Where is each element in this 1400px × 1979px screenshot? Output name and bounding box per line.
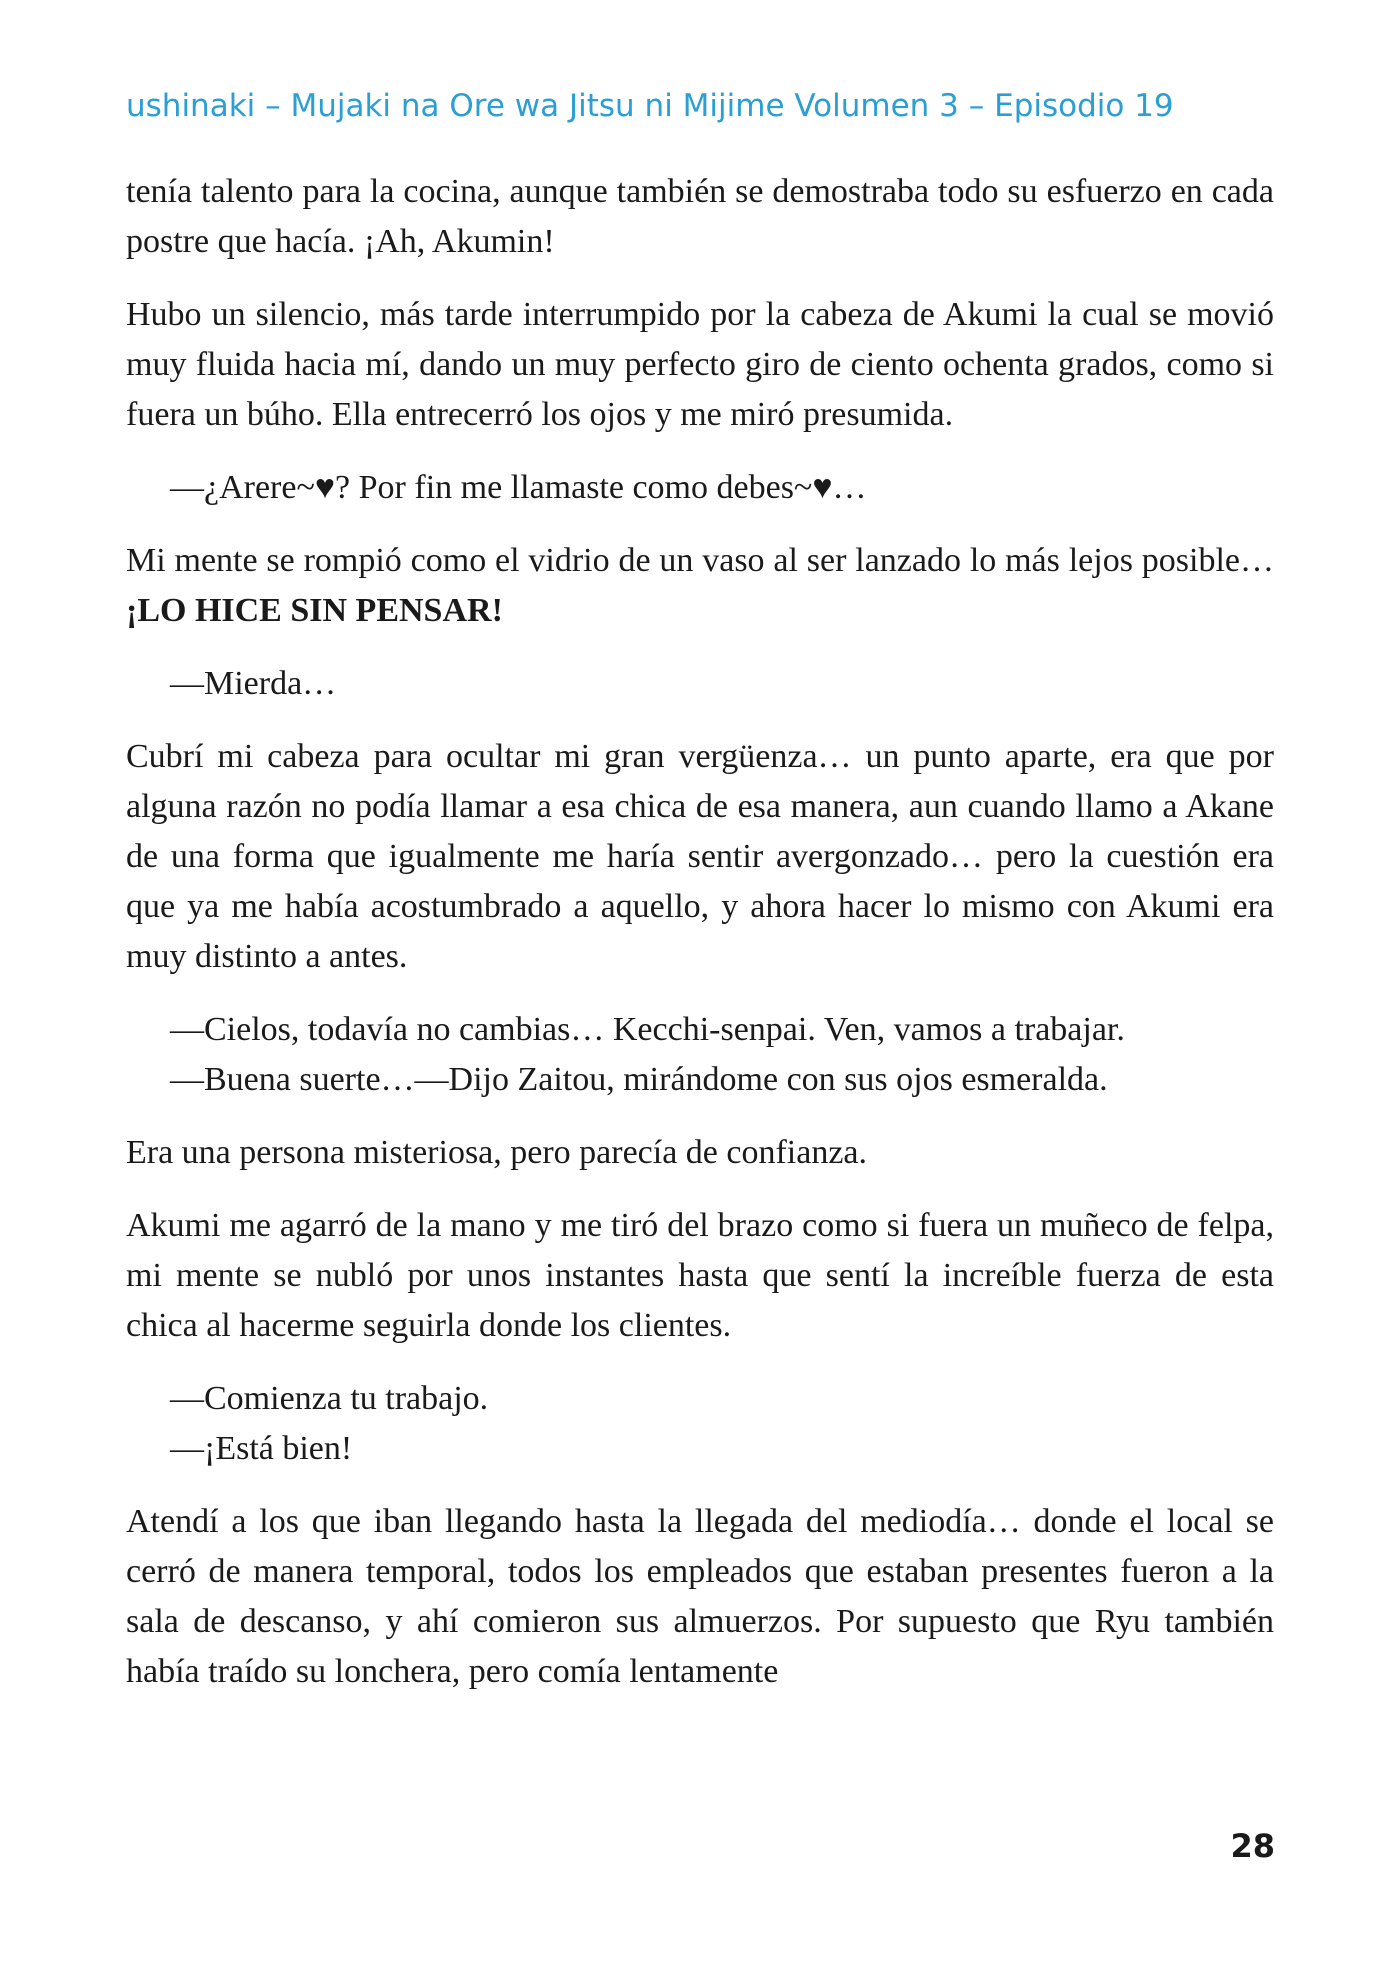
running-header: ushinaki – Mujaki na Ore wa Jitsu ni Mijime Volumen 3 – Episodio 19 bbox=[126, 88, 1174, 124]
emphasis-text: ¡LO HICE SIN PENSAR! bbox=[126, 592, 503, 629]
paragraph: Era una persona misteriosa, pero parecía de confianza. bbox=[126, 1134, 868, 1171]
dialogue-line: —Buena suerte…—Dijo Zaitou, mirándome con sus ojos esmeralda. bbox=[170, 1061, 1108, 1098]
dialogue-line: —¿Arere~♥? Por fin me llamaste como debes~♥… bbox=[170, 469, 867, 506]
dialogue-line: —Cielos, todavía no cambias… Kecchi-senpai. Ven, vamos a trabajar. bbox=[170, 1011, 1125, 1048]
dialogue-line: —Mierda… bbox=[170, 665, 337, 702]
paragraph bbox=[126, 536, 1274, 636]
dialogue-group bbox=[126, 463, 1274, 513]
paragraph: Akumi me agarró de la mano y me tiró del brazo como si fuera un muñeco de felpa, mi mente se nubló por unos instantes hasta que sentí la increíble fuerza de esta chica al hacerme seguirla donde los clientes. bbox=[126, 1207, 1274, 1344]
dialogue-group bbox=[126, 659, 1274, 709]
paragraph: tenía talento para la cocina, aunque también se demostraba todo su esfuerzo en cada postre que hacía. ¡Ah, Akumin! bbox=[126, 173, 1274, 260]
paragraph-text: Mi mente se rompió como el vidrio de un vaso al ser lanzado lo más lejos posible… bbox=[126, 542, 1274, 579]
body-text bbox=[126, 167, 1274, 1720]
page-number: 28 bbox=[1230, 1827, 1275, 1865]
dialogue-group bbox=[126, 1374, 1274, 1474]
dialogue-group bbox=[126, 1005, 1274, 1105]
paragraph: Atendí a los que iban llegando hasta la llegada del mediodía… donde el local se cerró de manera temporal, todos los empleados que estaban presentes fueron a la sala de descanso, y ahí comieron sus almuerzos. Por supuesto que Ryu también había traído su lonchera, pero comía lentamente bbox=[126, 1503, 1274, 1690]
paragraph: Cubrí mi cabeza para ocultar mi gran vergüenza… un punto aparte, era que por alguna razón no podía llamar a esa chica de esa manera, aun cuando llamo a Akane de una forma que igualmente me haría sentir avergonzado… pero la cuestión era que ya me había acostumbrado a aquello, y ahora hacer lo mismo con Akumi era muy distinto a antes. bbox=[126, 738, 1274, 975]
dialogue-line: —¡Está bien! bbox=[170, 1430, 353, 1467]
dialogue-line: —Comienza tu trabajo. bbox=[170, 1380, 489, 1417]
paragraph: Hubo un silencio, más tarde interrumpido por la cabeza de Akumi la cual se movió muy fluida hacia mí, dando un muy perfecto giro de ciento ochenta grados, como si fuera un búho. Ella entrecerró los ojos y me miró presumida. bbox=[126, 296, 1274, 433]
